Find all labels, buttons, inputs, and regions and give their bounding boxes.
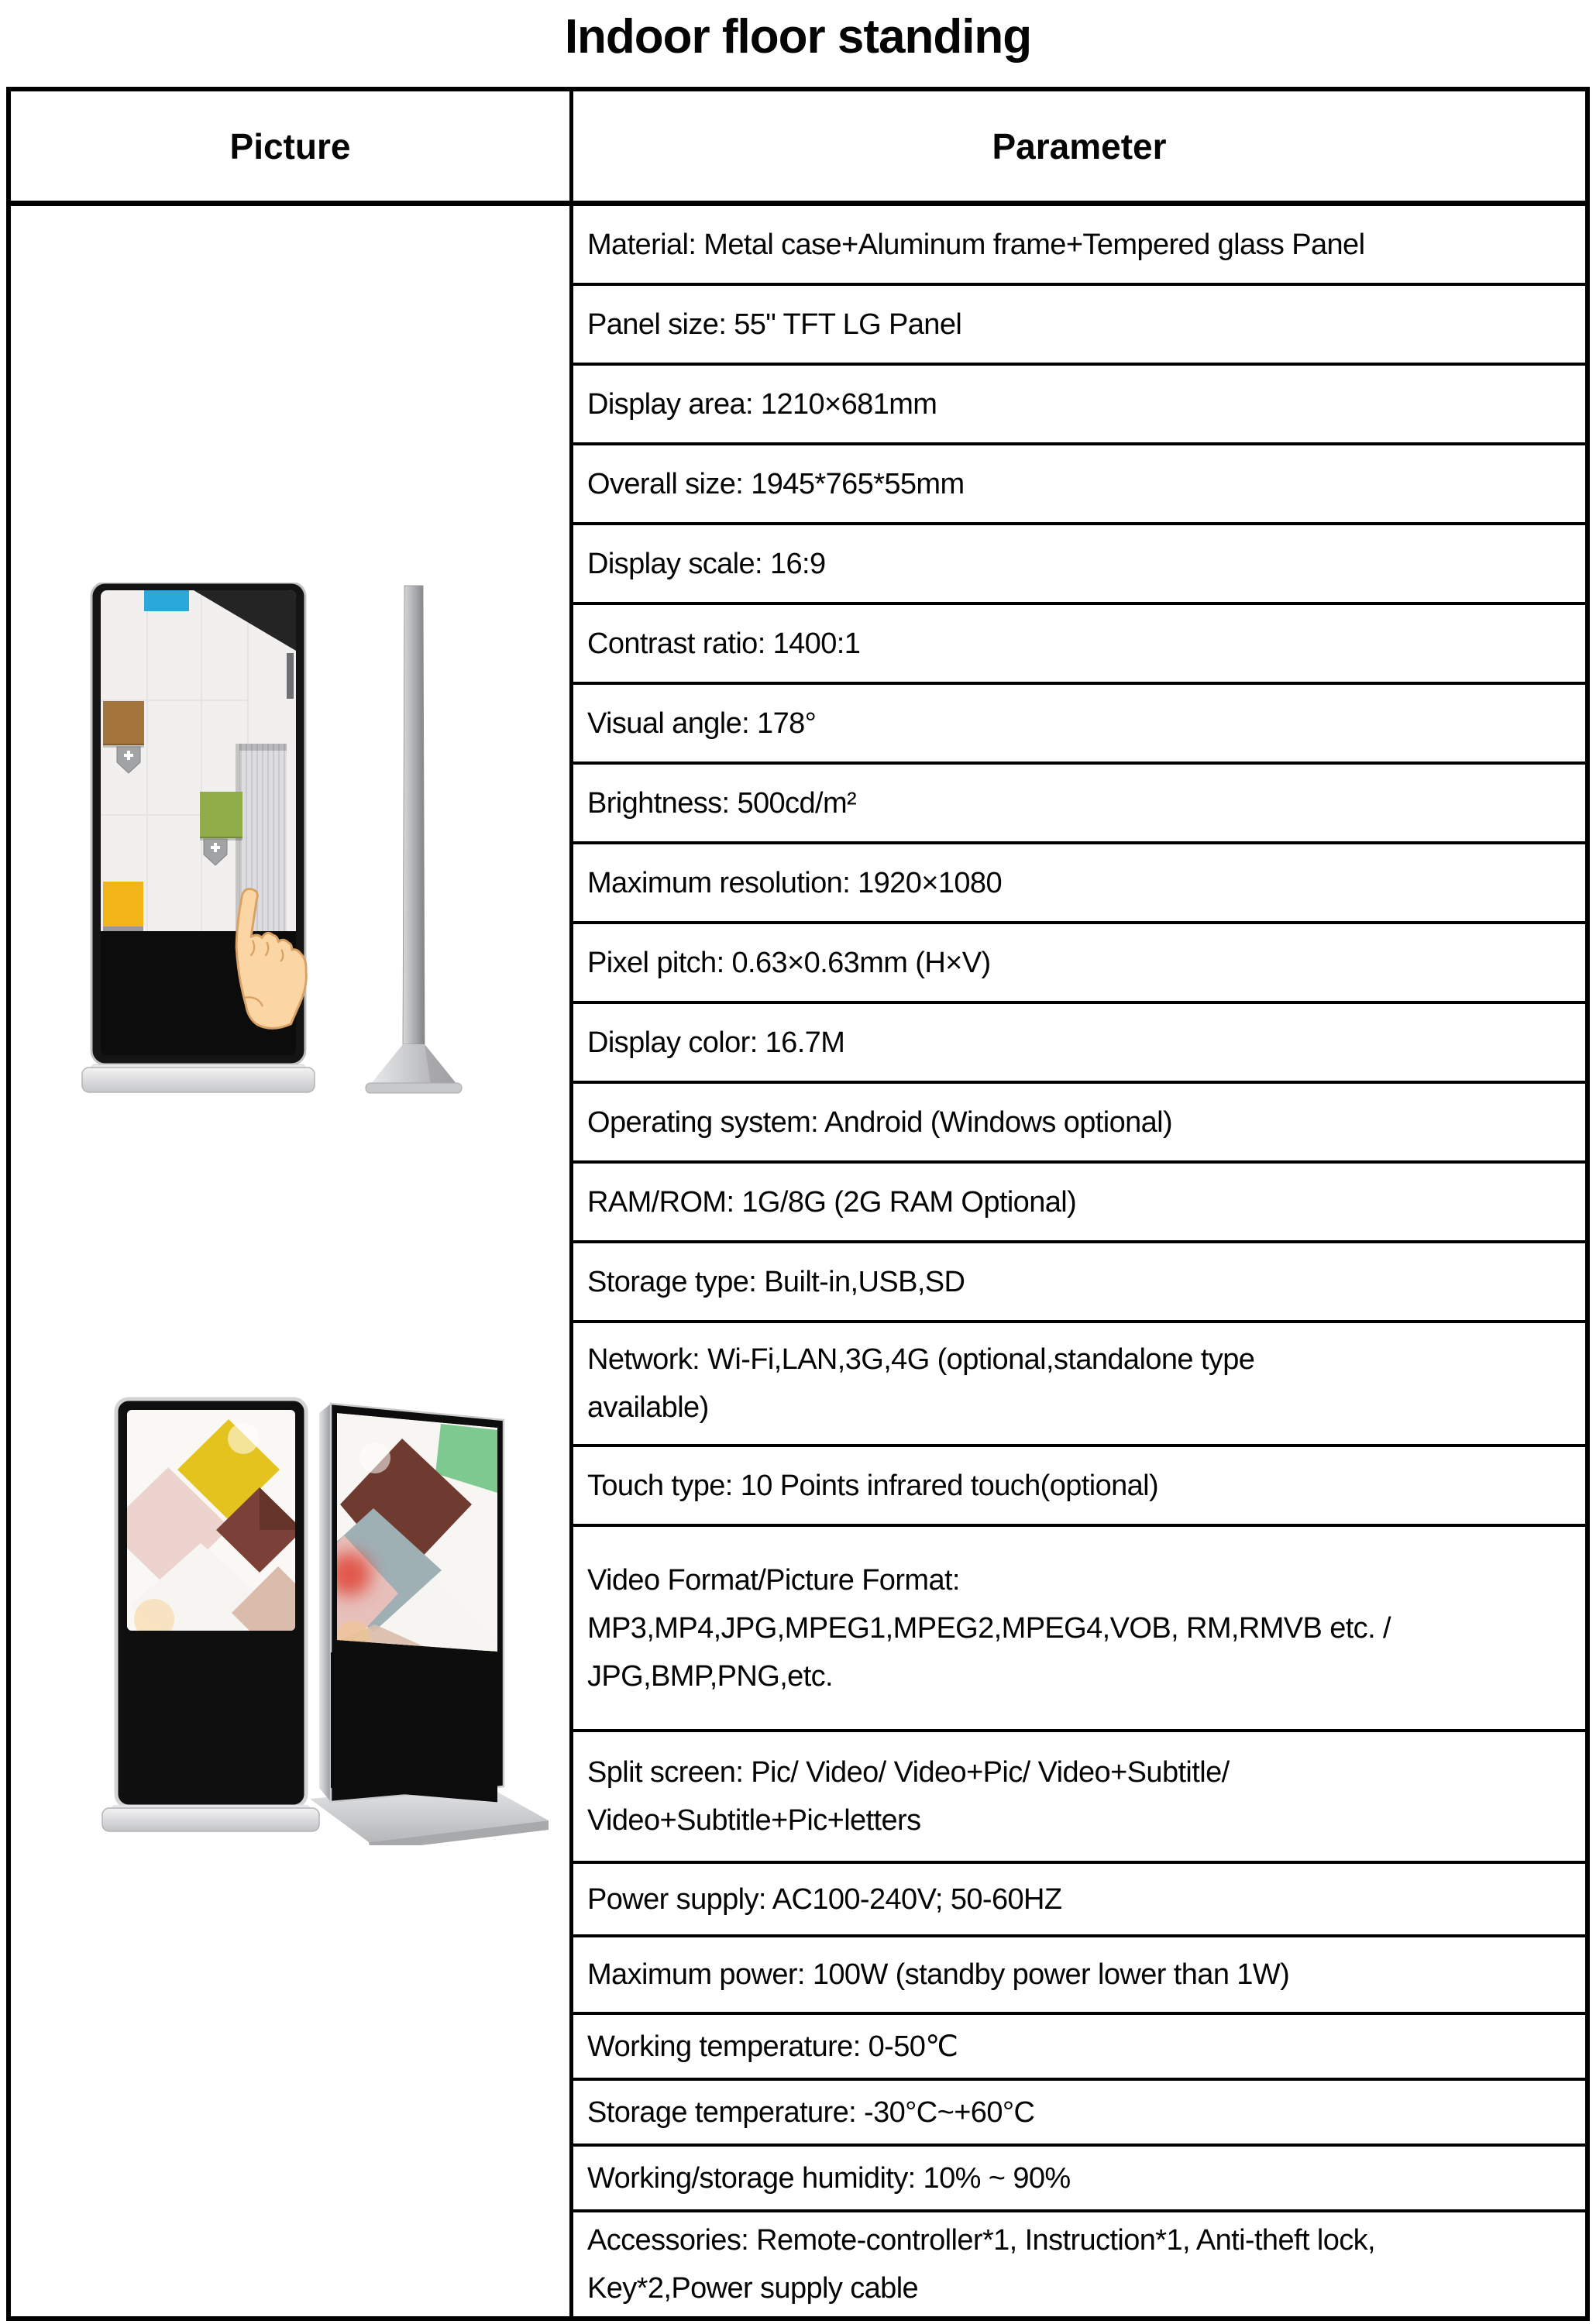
parameter-row-19	[573, 1864, 1585, 1937]
parameter-line: JPG,BMP,PNG,etc.	[587, 1659, 834, 1693]
parameter-row-17	[573, 1527, 1585, 1732]
parameter-line: RAM/ROM: 1G/8G (2G RAM Optional)	[587, 1185, 1077, 1219]
kiosk-pair-image	[11, 1396, 569, 1845]
brown-tile	[103, 701, 144, 745]
parameter-row-11	[573, 1004, 1585, 1084]
parameter-row-24	[573, 2212, 1585, 2316]
picture-column	[11, 91, 573, 2316]
parameter-line: Network: Wi-Fi,LAN,3G,4G (optional,standalone type	[587, 1343, 1255, 1376]
kiosk-pair-left	[102, 1399, 325, 1831]
parameter-line: MP3,MP4,JPG,MPEG1,MPEG2,MPEG4,VOB, RM,RMVB etc. /	[587, 1611, 1391, 1645]
parameter-row-9	[573, 844, 1585, 924]
parameter-row-20	[573, 1937, 1585, 2015]
parameter-rows	[573, 206, 1585, 2316]
kiosk-side-view	[366, 586, 462, 1093]
parameter-line: Maximum resolution: 1920×1080	[587, 866, 1002, 899]
kiosk-pair-right	[290, 1404, 549, 1845]
parameter-row-2	[573, 286, 1585, 366]
side-profile-bar	[403, 586, 425, 1044]
green-tile	[200, 792, 242, 838]
parameter-line: Material: Metal case+Aluminum frame+Tempered glass Panel	[587, 228, 1365, 261]
parameter-header: Parameter	[573, 91, 1585, 206]
parameter-line: Brightness: 500cd/m²	[587, 786, 857, 820]
parameter-line: Operating system: Android (Windows optional)	[587, 1105, 1173, 1139]
kiosk-base	[102, 1808, 319, 1831]
parameter-row-7	[573, 685, 1585, 765]
parameter-line: Maximum power: 100W (standby power lower than 1W)	[587, 1958, 1290, 1991]
scrollbar-tab	[287, 653, 294, 699]
parameter-line: Video Format/Picture Format:	[587, 1563, 960, 1597]
parameter-row-5	[573, 525, 1585, 605]
kiosk-front-side-image	[11, 583, 569, 1098]
parameter-row-18	[573, 1732, 1585, 1864]
parameter-line: Panel size: 55" TFT LG Panel	[587, 308, 962, 341]
parameter-line: Power supply: AC100-240V; 50-60HZ	[587, 1882, 1062, 1916]
parameter-row-3	[573, 366, 1585, 445]
parameter-line: Overall size: 1945*765*55mm	[587, 467, 965, 500]
parameter-row-22	[573, 2081, 1585, 2147]
screen-black-area	[331, 1652, 497, 1802]
parameter-line: Display color: 16.7M	[587, 1026, 845, 1059]
parameter-row-10	[573, 924, 1585, 1004]
picture-header: Picture	[11, 91, 569, 206]
parameter-row-1	[573, 206, 1585, 286]
parameter-row-14	[573, 1243, 1585, 1323]
parameter-line: Working temperature: 0-50℃	[587, 2030, 958, 2063]
parameter-line: Display area: 1210×681mm	[587, 387, 937, 421]
parameter-row-13	[573, 1164, 1585, 1243]
picture-cell	[11, 206, 569, 2316]
parameter-line: Key*2,Power supply cable	[587, 2272, 919, 2305]
kiosk-side-edge	[319, 1404, 331, 1802]
parameter-line: Touch type: 10 Points infrared touch(optional)	[587, 1469, 1159, 1502]
parameter-line: Video+Subtitle+Pic+letters	[587, 1804, 921, 1837]
parameter-line: Accessories: Remote-controller*1, Instruction*1, Anti-theft lock,	[587, 2224, 1376, 2257]
parameter-row-6	[573, 605, 1585, 685]
parameter-line: Working/storage humidity: 10% ~ 90%	[587, 2161, 1071, 2195]
parameter-row-15	[573, 1323, 1585, 1447]
parameter-line: Split screen: Pic/ Video/ Video+Pic/ Video+Subtitle/	[587, 1756, 1230, 1789]
parameter-row-23	[573, 2147, 1585, 2212]
parameter-row-4	[573, 445, 1585, 525]
spec-table	[6, 87, 1590, 2321]
parameter-line: Contrast ratio: 1400:1	[587, 627, 861, 660]
kiosk-base	[82, 1067, 315, 1092]
parameter-line: available)	[587, 1391, 709, 1424]
parameter-line: Display scale: 16:9	[587, 547, 826, 580]
parameter-row-16	[573, 1447, 1585, 1527]
side-base-plate	[366, 1083, 462, 1093]
parameter-line: Visual angle: 178°	[587, 706, 817, 740]
parameter-line: Storage type: Built-in,USB,SD	[587, 1265, 965, 1298]
parameter-line: Storage temperature: -30°C~+60°C	[587, 2095, 1035, 2129]
yellow-tile	[103, 882, 143, 927]
parameter-line: Pixel pitch: 0.63×0.63mm (H×V)	[587, 946, 991, 979]
parameter-row-21	[573, 2015, 1585, 2081]
parameter-row-8	[573, 765, 1585, 844]
parameter-row-12	[573, 1084, 1585, 1164]
parameter-column	[573, 91, 1585, 2316]
blue-tile	[144, 590, 189, 611]
page-title: Indoor floor standing	[564, 10, 1032, 64]
